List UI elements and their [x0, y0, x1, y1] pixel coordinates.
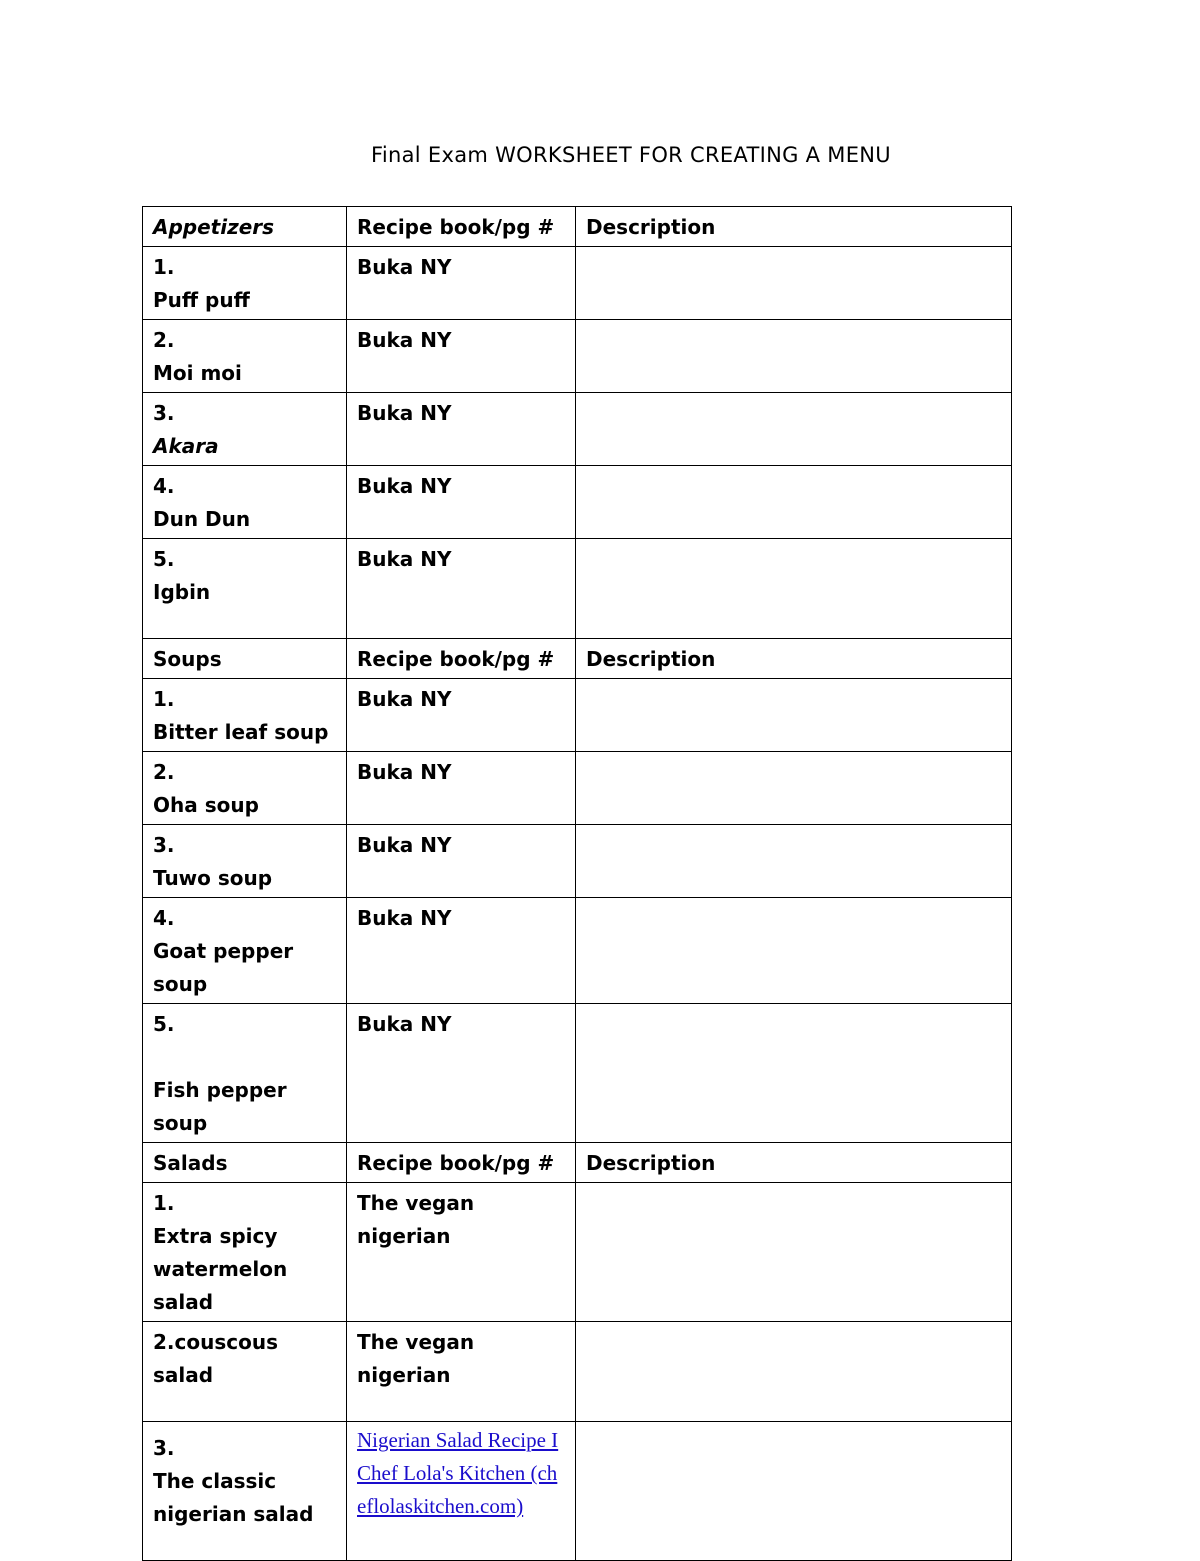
dish-cell — [143, 1422, 347, 1561]
dish-cell — [143, 247, 347, 320]
item-number: 1. — [153, 1191, 175, 1215]
dish-name: Puff puff — [153, 288, 250, 312]
dish-name: Fish pepper soup — [153, 1078, 287, 1135]
description-cell[interactable] — [576, 1183, 1012, 1322]
source-header: Recipe book/pg # — [347, 639, 576, 679]
item-number: 3. — [153, 833, 175, 857]
source-cell: The vegan nigerian — [347, 1183, 576, 1322]
dish-name: Bitter leaf soup — [153, 720, 329, 744]
item-number: 5. — [153, 1012, 175, 1036]
item-number: 2. — [153, 328, 175, 352]
dish-name: The classic nigerian salad — [153, 1469, 314, 1526]
source-cell: Buka NY — [347, 825, 576, 898]
description-cell[interactable] — [576, 679, 1012, 752]
table-row — [143, 320, 1012, 393]
dish-name: Goat pepper soup — [153, 939, 294, 996]
description-cell[interactable] — [576, 825, 1012, 898]
description-cell[interactable] — [576, 752, 1012, 825]
dish-cell — [143, 1183, 347, 1322]
source-cell: The vegan nigerian — [347, 1322, 576, 1422]
table-row — [143, 1322, 1012, 1422]
item-number: 1. — [153, 687, 175, 711]
source-cell: Buka NY — [347, 320, 576, 393]
description-header: Description — [576, 1143, 1012, 1183]
source-cell: Buka NY — [347, 539, 576, 639]
description-cell[interactable] — [576, 466, 1012, 539]
course-header: Salads — [143, 1143, 347, 1183]
table-row — [143, 466, 1012, 539]
item-number: 4. — [153, 906, 175, 930]
source-header: Recipe book/pg # — [347, 1143, 576, 1183]
dish-name: Moi moi — [153, 361, 242, 385]
item-number: 5. — [153, 547, 175, 571]
source-cell: Buka NY — [347, 1004, 576, 1143]
table-row — [143, 898, 1012, 1004]
source-cell — [347, 1422, 576, 1561]
table-row — [143, 539, 1012, 639]
dish-name: Dun Dun — [153, 507, 251, 531]
dish-cell — [143, 320, 347, 393]
description-header: Description — [576, 639, 1012, 679]
dish-cell — [143, 679, 347, 752]
item-number: 2.couscous — [153, 1330, 278, 1354]
dish-name: salad — [153, 1363, 214, 1387]
description-cell[interactable] — [576, 539, 1012, 639]
dish-cell — [143, 825, 347, 898]
recipe-link[interactable]: Nigerian Salad Recipe I Chef Lola's Kitchen (cheflolaskitchen.com) — [357, 1428, 559, 1518]
soups-header-row — [143, 639, 1012, 679]
dish-name: Extra spicy watermelon salad — [153, 1224, 288, 1314]
description-cell[interactable] — [576, 1322, 1012, 1422]
table-row — [143, 393, 1012, 466]
course-header: Soups — [143, 639, 347, 679]
dish-cell — [143, 1322, 347, 1422]
table-row — [143, 825, 1012, 898]
dish-cell — [143, 898, 347, 1004]
menu-worksheet-table — [142, 206, 1012, 1561]
page-title: Final Exam WORKSHEET FOR CREATING A MENU — [371, 143, 891, 167]
item-number: 3. — [153, 1436, 175, 1460]
description-cell[interactable] — [576, 320, 1012, 393]
source-cell: Buka NY — [347, 898, 576, 1004]
dish-cell — [143, 752, 347, 825]
description-header: Description — [576, 207, 1012, 247]
table-row — [143, 1422, 1012, 1561]
dish-name: Akara — [153, 434, 219, 458]
table-row — [143, 752, 1012, 825]
table-row — [143, 1004, 1012, 1143]
appetizers-header-row — [143, 207, 1012, 247]
source-header: Recipe book/pg # — [347, 207, 576, 247]
dish-name: Igbin — [153, 580, 211, 604]
description-cell[interactable] — [576, 898, 1012, 1004]
dish-name: Oha soup — [153, 793, 259, 817]
source-cell: Buka NY — [347, 247, 576, 320]
description-cell[interactable] — [576, 1422, 1012, 1561]
table-row — [143, 247, 1012, 320]
item-number: 2. — [153, 760, 175, 784]
dish-cell — [143, 1004, 347, 1143]
table-row — [143, 1183, 1012, 1322]
source-cell: Buka NY — [347, 393, 576, 466]
course-header: Appetizers — [143, 207, 347, 247]
dish-name: Tuwo soup — [153, 866, 273, 890]
dish-cell — [143, 466, 347, 539]
salads-header-row — [143, 1143, 1012, 1183]
dish-cell — [143, 539, 347, 639]
item-number: 4. — [153, 474, 175, 498]
description-cell[interactable] — [576, 393, 1012, 466]
table-row — [143, 679, 1012, 752]
dish-cell — [143, 393, 347, 466]
source-cell: Buka NY — [347, 752, 576, 825]
source-cell: Buka NY — [347, 466, 576, 539]
item-number: 1. — [153, 255, 175, 279]
source-cell: Buka NY — [347, 679, 576, 752]
description-cell[interactable] — [576, 247, 1012, 320]
description-cell[interactable] — [576, 1004, 1012, 1143]
item-number: 3. — [153, 401, 175, 425]
